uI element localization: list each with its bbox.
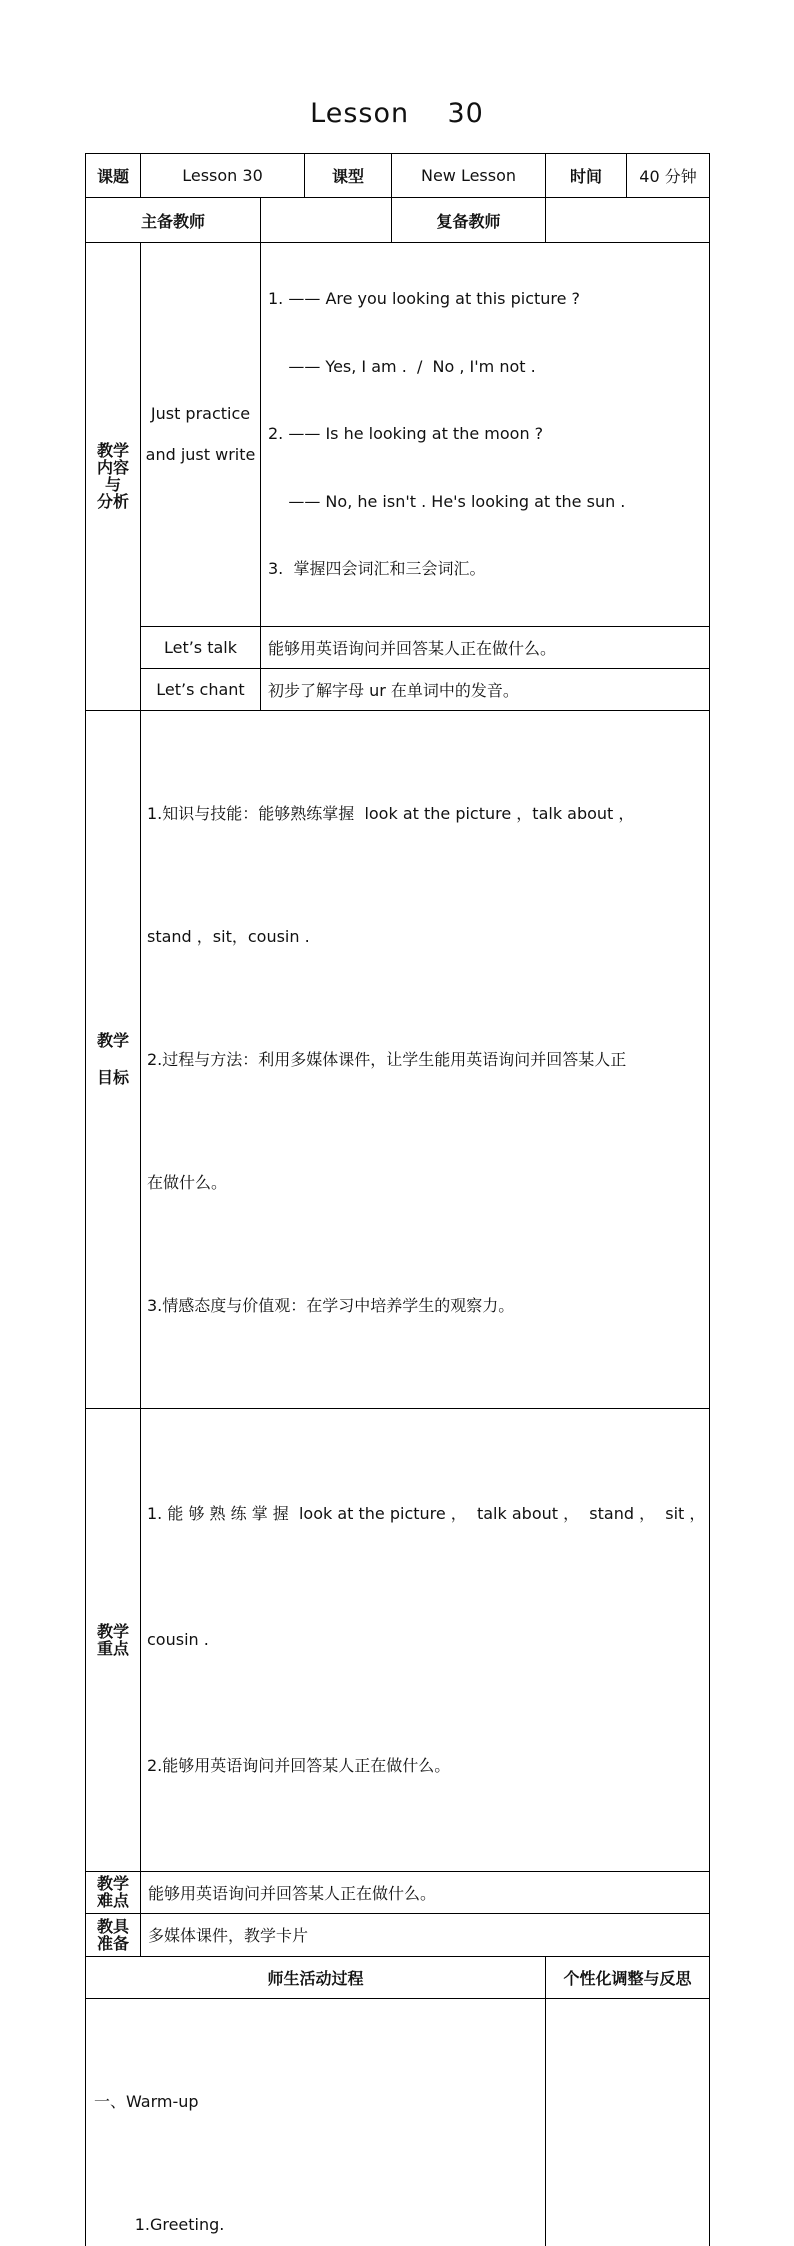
content-row-practice: [86, 243, 710, 627]
content-line: —— No, he isn't . He's looking at the sun .: [268, 491, 626, 511]
difficulty-label: [86, 1871, 141, 1913]
process-text: [86, 1998, 546, 2246]
type-value: New Lesson: [392, 154, 546, 198]
main-teacher-value: [261, 198, 392, 243]
content-line: —— Yes, I am . / No , I'm not .: [268, 356, 536, 376]
content-row-talk: [86, 626, 710, 668]
process-header-row: [86, 1956, 710, 1998]
section-name-talk: Let’s talk: [141, 626, 261, 668]
info-row: [86, 154, 710, 198]
section-name-practice: [141, 243, 261, 627]
tools-label: [86, 1913, 141, 1956]
type-label: 课型: [305, 154, 392, 198]
time-label: 时间: [546, 154, 627, 198]
process-row: [86, 1998, 710, 2246]
section-name-chant: Let’s chant: [141, 668, 261, 710]
lesson-plan-table: [85, 153, 710, 2246]
section-text-chant: 初步了解字母 ur 在单词中的发音。: [261, 668, 710, 710]
label-line: 教具: [96, 1916, 129, 1936]
goal-line: 在做什么。: [147, 1172, 228, 1192]
label-line: 教学: [96, 1874, 129, 1893]
goals-text: [141, 710, 710, 1408]
process-line: 1.Greeting.: [94, 2214, 225, 2234]
label-line: 与: [104, 475, 121, 495]
tools-text: 多媒体课件，教学卡片: [141, 1913, 710, 1956]
section-name-line: and just write: [145, 445, 256, 465]
topic-label: 课题: [86, 154, 141, 198]
focus-line: 1. 能 够 熟 练 掌 握 look at the picture ， talk about ， stand ， sit ，: [147, 1503, 706, 1523]
goal-line: stand ，sit，cousin .: [147, 926, 310, 946]
label-line: 重点: [96, 1638, 129, 1658]
section-name-line: Just practice: [150, 404, 251, 424]
focus-line: cousin .: [147, 1629, 209, 1649]
goal-line: 2.过程与方法：利用多媒体课件，让学生能用英语询问并回答某人正: [147, 1049, 627, 1069]
label-line: 内容: [96, 458, 129, 478]
label-line: 教学: [96, 1031, 129, 1050]
process-header: 师生活动过程: [86, 1956, 546, 1998]
co-teacher-label: 复备教师: [392, 198, 546, 243]
goals-row: [86, 710, 710, 1408]
section-text-practice: [261, 243, 710, 627]
content-line: 2. —— Is he looking at the moon ?: [268, 424, 544, 443]
reflection-header: 个性化调整与反思: [546, 1956, 710, 1998]
focus-line: 2.能够用英语询问并回答某人正在做什么。: [147, 1755, 451, 1775]
difficulty-row: [86, 1871, 710, 1913]
time-value: 40 分钟: [627, 154, 710, 198]
focus-text: [141, 1408, 710, 1871]
label-line: 准备: [96, 1933, 129, 1953]
teacher-row: [86, 198, 710, 243]
page-title: Lesson 30: [310, 98, 484, 129]
content-row-chant: [86, 668, 710, 710]
label-line: 分析: [96, 492, 129, 512]
label-line: 目标: [96, 1068, 129, 1087]
main-teacher-label: 主备教师: [86, 198, 261, 243]
content-line: 1. —— Are you looking at this picture ?: [268, 289, 581, 308]
focus-label: [86, 1408, 141, 1871]
focus-row: [86, 1408, 710, 1871]
content-line: 3. 掌握四会词汇和三会词汇。: [268, 559, 486, 578]
content-analysis-label: [86, 243, 141, 711]
goal-line: 1.知识与技能：能够熟练掌握 look at the picture ，talk about ，: [147, 803, 635, 823]
reflection-cell: [546, 1998, 710, 2246]
topic-value: Lesson 30: [141, 154, 305, 198]
goal-line: 3.情感态度与价值观：在学习中培养学生的观察力。: [147, 1295, 515, 1315]
process-line: 一、Warm-up: [94, 2091, 199, 2111]
section-text-talk: 能够用英语询问并回答某人正在做什么。: [261, 626, 710, 668]
label-line: 教学: [96, 1621, 129, 1641]
label-line: 教学: [96, 441, 129, 461]
difficulty-text: 能够用英语询问并回答某人正在做什么。: [141, 1871, 710, 1913]
co-teacher-value: [546, 198, 710, 243]
label-line: 难点: [96, 1891, 129, 1910]
tools-row: [86, 1913, 710, 1956]
goals-label: [86, 710, 141, 1408]
